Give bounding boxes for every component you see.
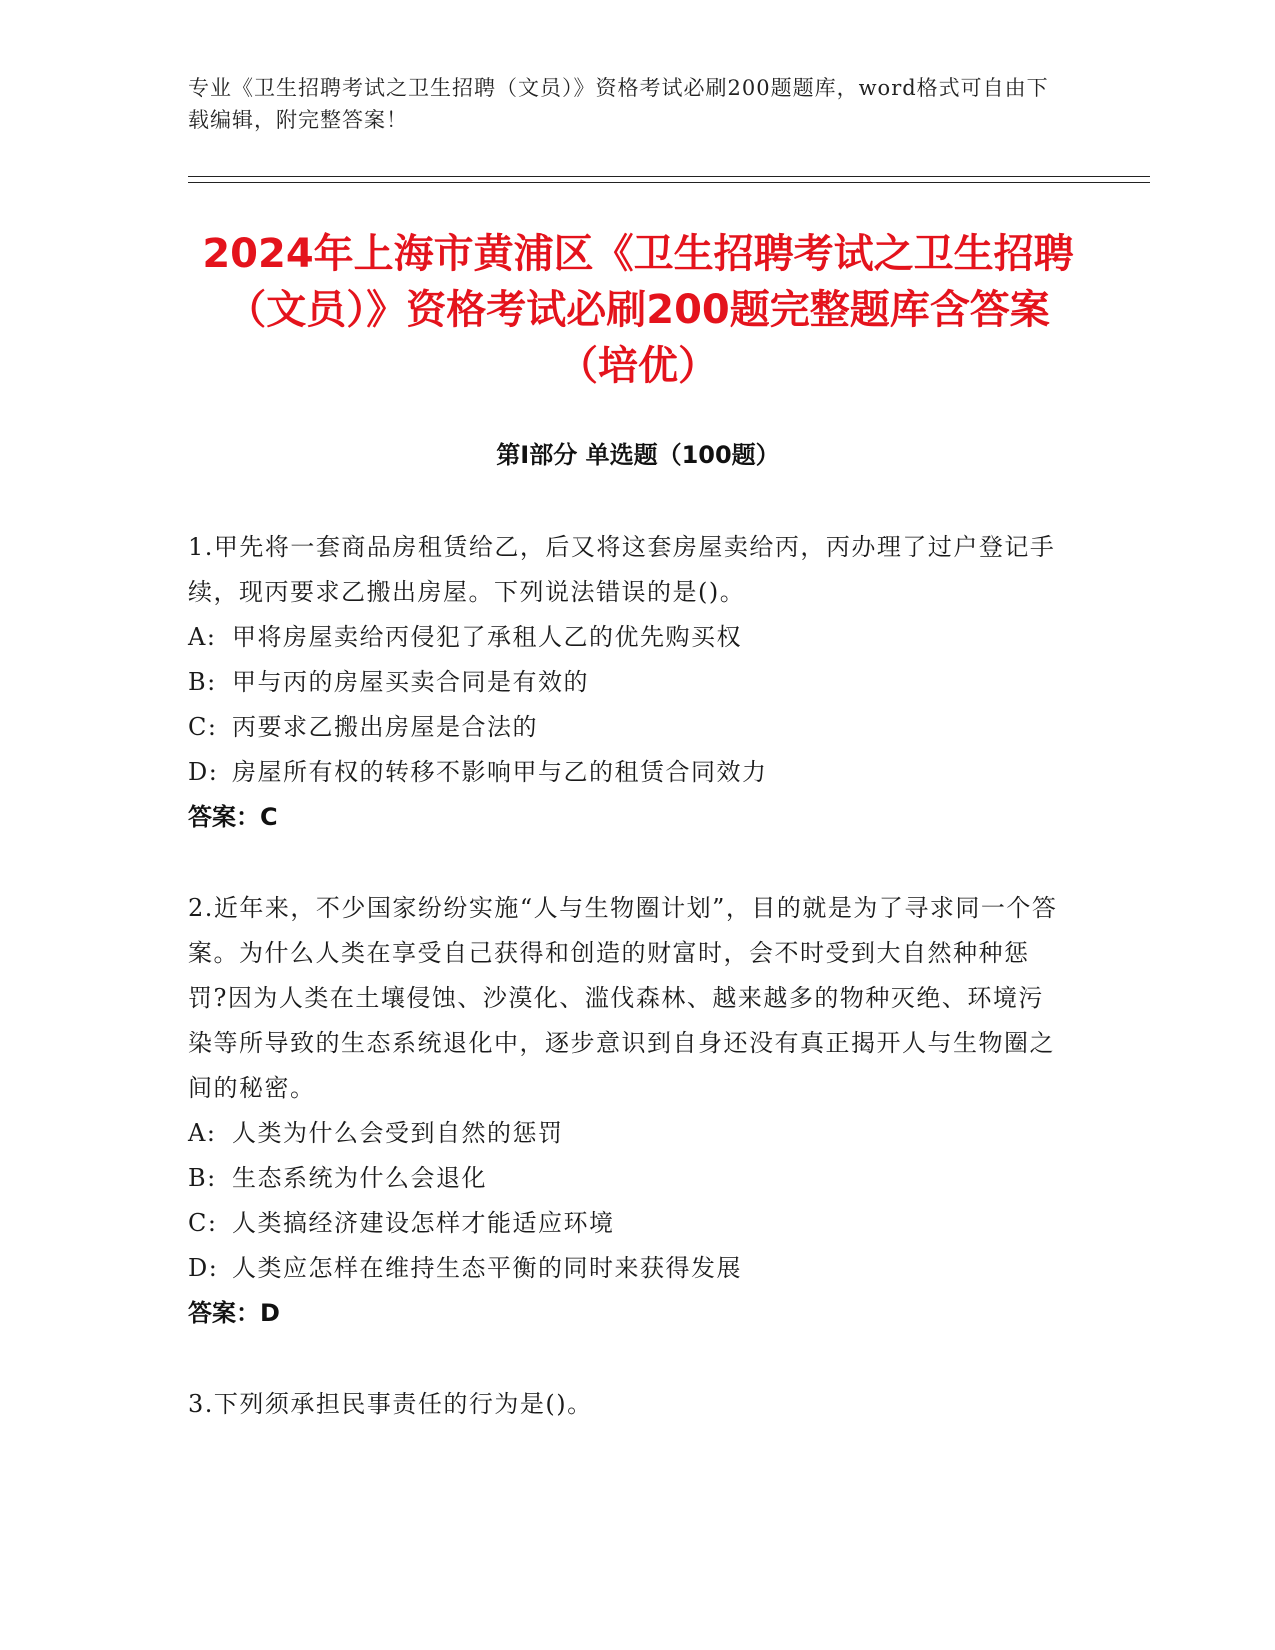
option-d — [188, 1246, 1068, 1291]
option-c — [188, 1201, 1068, 1246]
option-key: C: — [188, 1209, 218, 1237]
option-a — [188, 615, 1068, 660]
option-text: 甲与丙的房屋买卖合同是有效的 — [232, 668, 589, 696]
option-key: D: — [188, 758, 219, 786]
header-divider-thin — [188, 182, 1150, 183]
answer-label: 答案：C — [188, 803, 278, 831]
option-text: 人类应怎样在维持生态平衡的同时来获得发展 — [232, 1254, 742, 1282]
option-text: 人类为什么会受到自然的惩罚 — [232, 1119, 564, 1147]
option-c — [188, 705, 1068, 750]
option-d — [188, 750, 1068, 795]
option-key: D: — [188, 1254, 219, 1282]
option-b — [188, 1156, 1068, 1201]
option-key: B: — [188, 1164, 217, 1192]
question-1 — [188, 525, 1068, 840]
section-title: 第I部分 单选题（100题） — [496, 441, 780, 469]
answer-label: 答案：D — [188, 1299, 280, 1327]
document-title: 2024年上海市黄浦区《卫生招聘考试之卫生招聘（文员）》资格考试必刷200题完整题库含答案（培优） — [202, 231, 1074, 389]
question-2 — [188, 886, 1068, 1336]
header-divider — [188, 176, 1150, 177]
question-list — [188, 525, 1068, 1473]
question-stem: 1.甲先将一套商品房租赁给乙，后又将这套房屋卖给丙，丙办理了过户登记手续，现丙要求乙搬出房屋。下列说法错误的是()。 — [188, 533, 1056, 606]
option-text: 生态系统为什么会退化 — [232, 1164, 487, 1192]
option-text: 房屋所有权的转移不影响甲与乙的租赁合同效力 — [232, 758, 768, 786]
option-text: 甲将房屋卖给丙侵犯了承租人乙的优先购买权 — [232, 623, 742, 651]
header-note: 专业《卫生招聘考试之卫生招聘（文员）》资格考试必刷200题题库，word格式可自由下载编辑，附完整答案！ — [188, 76, 1049, 132]
question-3 — [188, 1382, 1068, 1427]
option-key: A: — [188, 623, 217, 651]
option-key: C: — [188, 713, 218, 741]
option-key: B: — [188, 668, 217, 696]
option-text: 丙要求乙搬出房屋是合法的 — [232, 713, 538, 741]
question-stem: 3.下列须承担民事责任的行为是()。 — [188, 1390, 593, 1418]
option-text: 人类搞经济建设怎样才能适应环境 — [232, 1209, 615, 1237]
option-b — [188, 660, 1068, 705]
question-stem: 2.近年来，不少国家纷纷实施“人与生物圈计划”，目的就是为了寻求同一个答案。为什么人类在享受自己获得和创造的财富时，会不时受到大自然种种惩罚?因为人类在土壤侵蚀、沙漠化、滥伐森林、越来越多的物种灭绝、环境污染等所导致的生态系统退化中，逐步意识到自身还没有真正揭开人与生物圈之间的秘密。 — [188, 894, 1058, 1102]
option-key: A: — [188, 1119, 217, 1147]
option-a — [188, 1111, 1068, 1156]
